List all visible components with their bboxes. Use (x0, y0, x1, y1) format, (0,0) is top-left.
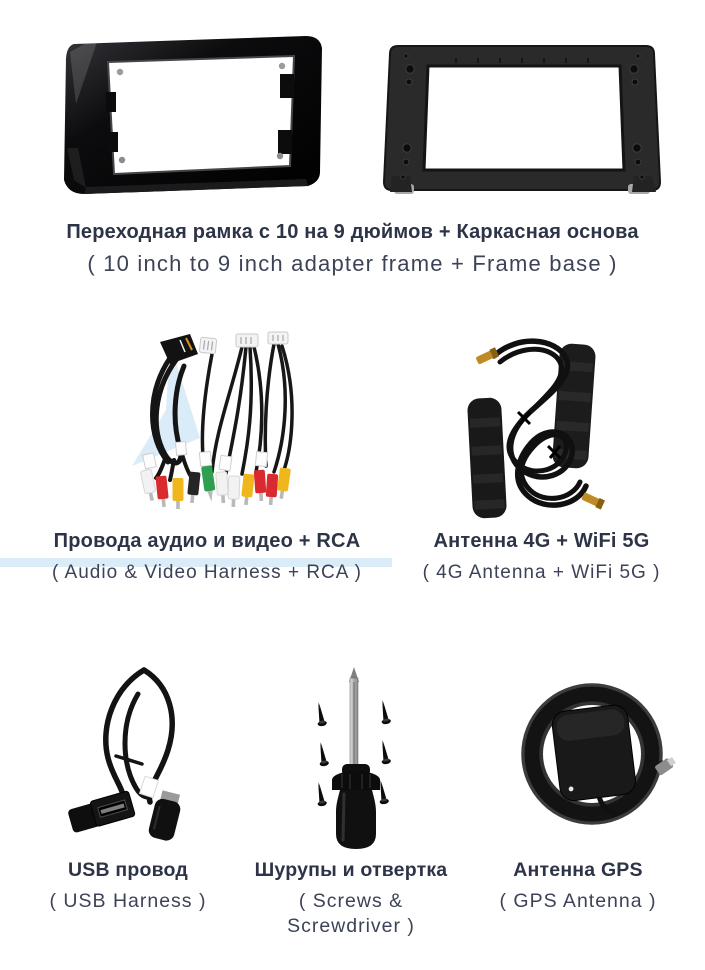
antenna-4g-title-ru: Антенна 4G + WiFi 5G (433, 530, 650, 552)
usb-harness-image (56, 660, 221, 852)
gps-antenna-image (500, 658, 685, 848)
gps-caption (468, 858, 688, 914)
sma-connector-bottom (581, 491, 605, 509)
screws-caption (240, 858, 462, 938)
antenna-4g-caption (398, 529, 685, 585)
usb-female-connector (67, 791, 136, 834)
usb-caption (22, 858, 234, 914)
sma-connector-top (475, 347, 499, 365)
av-harness-photo (116, 326, 311, 523)
usb-title-ru: USB провод (68, 859, 188, 881)
harness-title-en: ( Audio & Video Harness + RCA ) (52, 562, 362, 583)
row1-title-en: ( 10 inch to 9 inch adapter frame + Frame base ) (87, 251, 618, 276)
screws-screwdriver-photo (292, 662, 417, 852)
gps-title-en: ( GPS Antenna ) (499, 890, 657, 913)
av-harness-image (116, 326, 311, 523)
adapter-frame-photo (44, 30, 336, 202)
antenna-4g-title-en: ( 4G Antenna + WiFi 5G ) (422, 562, 661, 583)
gps-title-ru: Антенна GPS (513, 859, 643, 881)
rca-plugs (140, 465, 291, 509)
frame-base-image (376, 36, 668, 200)
row1-title-ru: Переходная рамка с 10 на 9 дюймов + Каркасная основа (66, 221, 639, 243)
screws-title-en: ( Screws & Screwdriver ) (287, 890, 415, 937)
harness-title-ru: Провода аудио и видео + RCA (53, 530, 361, 552)
antenna-4g-image (460, 328, 615, 523)
screws-title-ru: Шурупы и отвертка (254, 859, 448, 881)
usb-title-en: ( USB Harness ) (49, 890, 207, 913)
screws-screwdriver-image (292, 662, 417, 852)
adapter-frame-image (44, 30, 336, 202)
gps-antenna-photo (500, 658, 685, 848)
frame-base-photo (376, 36, 668, 200)
usb-harness-photo (56, 660, 221, 852)
antenna-4g-photo (460, 328, 615, 523)
harness-caption (18, 529, 396, 585)
